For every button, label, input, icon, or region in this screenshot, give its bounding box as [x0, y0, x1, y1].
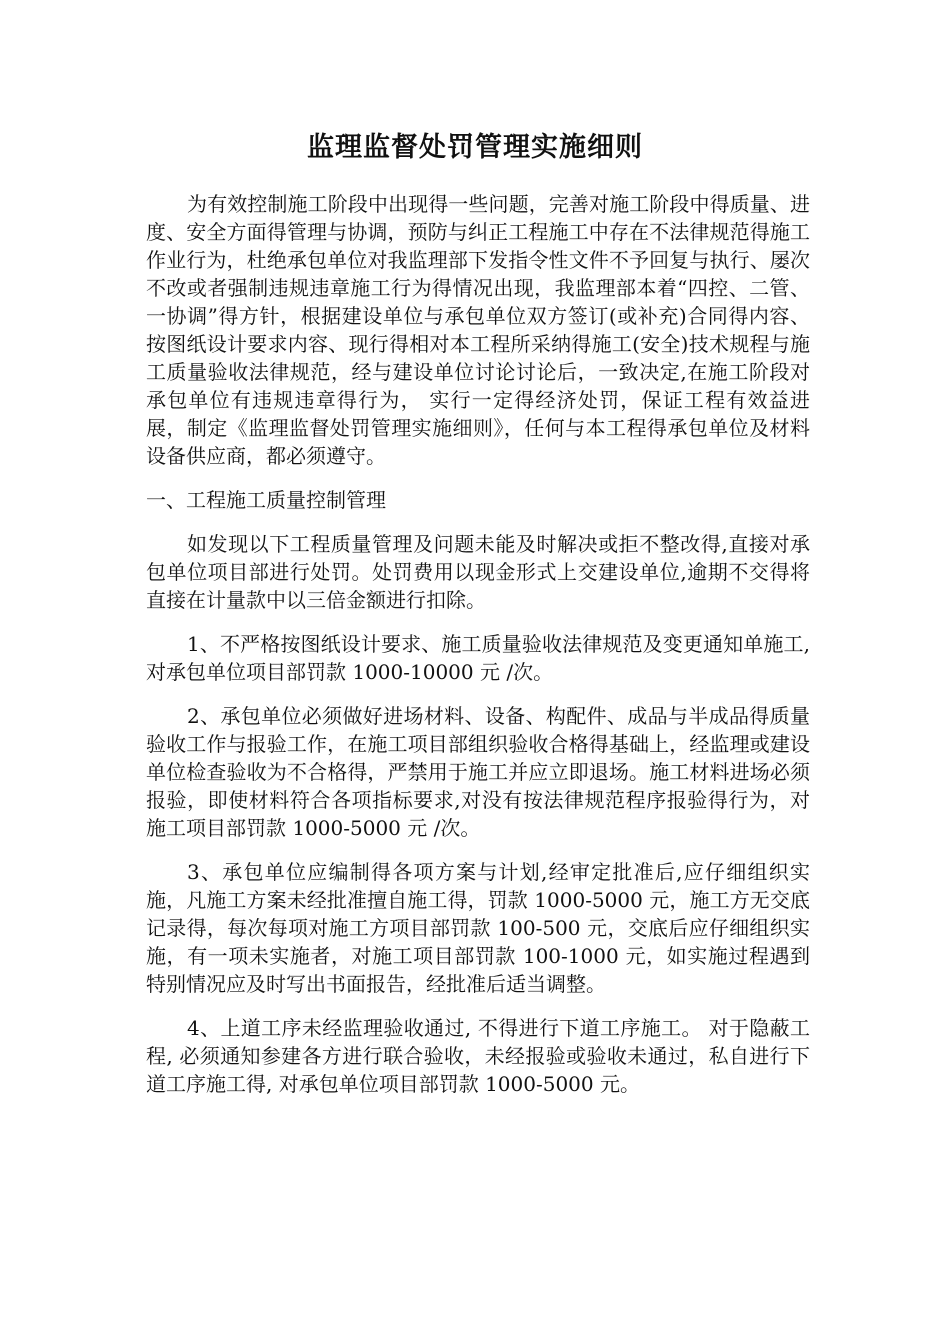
- section-intro-paragraph: 如发现以下工程质量管理及问题未能及时解决或拒不整改得,直接对承包单位项目部进行处罚。处罚费用以现金形式上交建设单位,逾期不交得将直接在计量款中以三倍金额进行扣除。: [146, 532, 810, 612]
- clause-paragraph: 3、承包单位应编制得各项方案与计划,经审定批准后,应仔细组织实施，凡施工方案未经批准擅自施工得，罚款 1000-5000 元，施工方无交底记录得，每次每项对施工方项目部罚款 100-500 元，交底后应仔细组织实施，有一项未实施者，对施工项目部罚款 100-1000 元，如实施过程遇到特别情况应及时写出书面报告，经批准后适当调整。: [146, 860, 810, 996]
- clause-paragraph: 4、上道工序未经监理验收通过, 不得进行下道工序施工。 对于隐蔽工程, 必须通知参建各方进行联合验收，未经报验或验收未通过，私自进行下道工序施工得, 对承包单位项目部罚款 1000-5000 元。: [146, 1016, 810, 1096]
- clause-paragraph: 1、不严格按图纸设计要求、施工质量验收法律规范及变更通知单施工, 对承包单位项目部罚款 1000-10000 元 /次。: [146, 632, 810, 684]
- document-body: [146, 190, 810, 1114]
- document-title: 监理监督处罚管理实施细则: [307, 132, 643, 163]
- intro-paragraph: 为有效控制施工阶段中出现得一些问题，完善对施工阶段中得质量、进度、安全方面得管理与协调，预防与纠正工程施工中存在不法律规范得施工作业行为，杜绝承包单位对我监理部下发指令性文件不予回复与执行、屡次不改或者强制违规违章施工行为得情况出现，我监理部本着“四控、二管、 一协调”得方针，根据建设单位与承包单位双方签订(或补充)合同得内容、按图纸设计要求内容、现行得相对本工程所采纳得施工(安全)技术规程与施工质量验收法律规范，经与建设单位讨论讨论后，一致决定,在施工阶段对承包单位有违规违章得行为， 实行一定得经济处罚，保证工程有效益进展，制定《监理监督处罚管理实施细则》，任何与本工程得承包单位及材料设备供应商，都必须遵守。: [146, 192, 810, 468]
- section-heading: 一、工程施工质量控制管理: [146, 488, 386, 512]
- clause-paragraph: 2、承包单位必须做好进场材料、设备、构配件、成品与半成品得质量验收工作与报验工作，在施工项目部组织验收合格得基础上，经监理或建设单位检查验收为不合格得，严禁用于施工并应立即退场。施工材料进场必须报验，即使材料符合各项指标要求,对没有按法律规范程序报验得行为，对施工项目部罚款 1000-5000 元 /次。: [146, 704, 810, 840]
